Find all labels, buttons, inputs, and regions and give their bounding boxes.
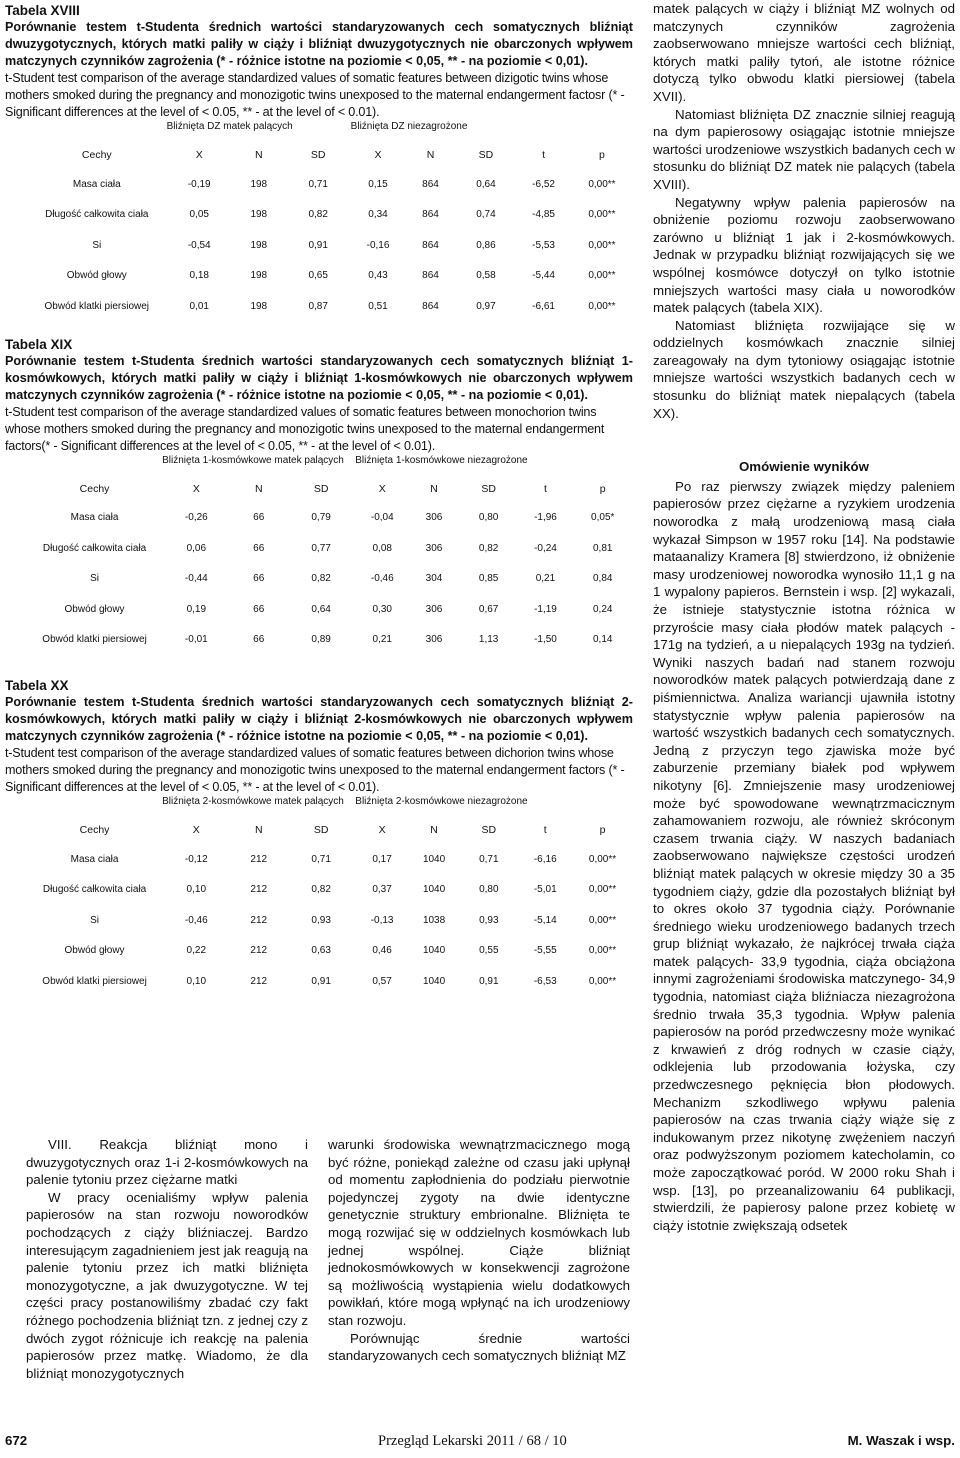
table-20-caption-en: t-Student test comparison of the average standardized values of somatic features between dichorion twins whose mothers smoked during the pregnancy and monozigotic twins unexposed to the maternal endangerment factors (* - Significant differences at the level of < 0.05, ** - at the level of < 0.01). (5, 746, 625, 794)
group-label-unexposed: Bliźnięta 1-kosmówkowe niezagrożone (355, 454, 528, 466)
value-cell: 1040 (422, 945, 446, 957)
value-cell: 0,89 (311, 634, 331, 646)
table-19-block (5, 336, 633, 656)
feature-name-cell: Si (90, 573, 99, 585)
value-cell: 0,82 (478, 542, 499, 554)
value-cell: 66 (253, 634, 265, 646)
value-cell: -0,01 (184, 634, 208, 646)
column-header: t (543, 824, 547, 836)
column-header: SD (313, 824, 329, 836)
column-header: SD (481, 482, 496, 495)
value-cell: 0,00** (588, 209, 616, 221)
value-cell: -1,19 (534, 603, 557, 615)
value-cell: -5,44 (532, 270, 555, 282)
value-cell: -0,24 (534, 542, 557, 554)
value-cell: -0,19 (187, 178, 211, 190)
value-cell: 0,82 (308, 209, 328, 221)
table-row (27, 594, 633, 625)
column-header: SD (313, 482, 329, 495)
value-cell: 0,58 (476, 270, 496, 282)
value-cell: 0,08 (372, 542, 392, 554)
value-cell: 0,85 (478, 573, 499, 585)
value-cell: 0,80 (479, 884, 499, 896)
feature-name-cell: Si (90, 914, 99, 926)
column-header: N (254, 824, 263, 836)
column-header: N (430, 824, 438, 836)
table-row (27, 564, 633, 595)
table-19 (27, 455, 633, 656)
feature-name-cell: Obwód klatki piersiowej (42, 634, 147, 646)
right-paragraph-1: matek palących w ciąży i bliźniąt MZ wolnych od matczynych czynników zagrożenia zaobserwowano mniejsze wartości cech bliźniąt, których matki paliły tytoń, ale istotne różnice dotyczą tylko obwodu klatki piersiowej (tabela XVII). (653, 1, 955, 104)
right-paragraph-2: Natomiast bliźnięta DZ znacznie silniej reagują na dym papierosowy osiągając istotnie mniejsze wartości urodzeniowe wszystkich badanych cech w stosunku do bliźniąt DZ matek nie palących (tabela XVIII). (653, 106, 955, 192)
feature-name-cell: Masa ciała (70, 853, 119, 865)
discussion-paragraph: Po raz pierwszy związek między paleniem papierosów przez ciężarne a ryzykiem urodzenia noworodka z małą urodzeniową masą ciała wykazał Simpson w 1957 roku [14]. Na podstawie mataanalizy Kramera [8] stwierdzono, iż obniżenie masy urodzeniowej noworodka wynosiło 11,1 g na 1 wypalony papieros. Bernstein i wsp. [2] wykazali, że istnieje statystycznie istotna różnica w przyroście masy ciała płodów matek palących - 171g na tydzień, a u niepalących 193g na tydzień. Wyniki naszych badań nad stanem rozwoju noworodków matek palących potwierdzają dane z piśmiennictwa. Analiza wariancji ujawniła istotny statystycznie wpływ palenia papierosów na wartość wszystkich badanych cech somatycznych. Jedną z przyczyn tego zjawiska może być zaburzenie przemiany białek pod wpływem nikotyny [6]. Zmniejszenie masy urodzeniowej może być spowodowane wewnątrzmacicznym zahamowaniem rozwoju, ale również skróconym czasem trwania ciąży. W naszych badaniach zaobserwowano największe częstości urodzeń bliźniąt matek palących w okresie między 30 a 35 tygodniem ciąży, gdzie dla pozostałych bliźniąt był to okres około 37 tygodnia ciąży. Porównanie średniego wieku urodzeniowego badanych trzech grup bliźniąt wykazało, że najkrócej trwała ciąża matek palących- 33,9 tygodnia, ciąża obciążona innymi zagrożeniami środowiska matczynego- 34,9 tygodnia, natomiast ciąża bliźniacza niezagrożona średnio trwała 35,3 tygodnia. Wpływ palenia papierosów na poród przedwczesny może wynikać z krwawień z dróg rodnych w czasie ciąży, odklejenia lub przodowania łożyska, czy przedwczesnego pęknięcia błon płodowych. Mechanizm szkodliwego wpływu palenia papierosów na czas trwania ciąży wiąże się z indukowanym przez nikotynę zwężeniem naczyń oraz podwyższonym poziomem katecholamin, co może zapoczątkować poród. W 2000 roku Shah i wsp. [13], po przeanalizowaniu 64 publikacji, stwierdzili, że papierosy palone przez kobietę w ciąży istotnie zwiększają odsetek (653, 478, 955, 1233)
value-cell: 0,21 (372, 634, 392, 646)
table-19-caption-en: t-Student test comparison of the average standardized values of somatic features between monochorion twins whose mothers smoked during the pregnancy and monozigotic twins unexposed to the maternal endangerment factors(* - Significant differences at the level of < 0.05, ** - at the level of < 0.01). (5, 404, 605, 453)
value-cell: 0,81 (592, 542, 613, 554)
column-header: X (192, 482, 200, 495)
column-header: N (254, 149, 263, 161)
value-cell: 304 (425, 573, 443, 585)
table-20-title: Tabela XX (5, 678, 69, 693)
body-left-paragraph: W pracy ocenialiśmy wpływ palenia papierosów na stan rozwoju noworodków pochodzących z ciąży bliźniaczej. Bardzo interesującym zagadnieniem jest jak reagują na palenie tytoniu przez ich matki bliźnięta monozygotyczne, a jak dwuzygotyczne. W tej części pracy postanowiliśmy zbadać czy fakt różnego pochodzenia bliźniąt tzn. z jednej czy z dwóch zygot różnicuje ich reakcję na palenia papierosów przez matkę. Wiadomo, że dla bliźniąt monozygotycznych (26, 1189, 308, 1381)
table-row (27, 844, 633, 875)
value-cell: -0,13 (370, 914, 394, 926)
column-header: X (378, 824, 386, 836)
value-cell: 864 (422, 300, 439, 312)
body-middle-column (328, 1136, 630, 1365)
value-cell: -0,26 (184, 512, 208, 524)
value-cell: 0,14 (592, 634, 613, 646)
body-left-column (26, 1136, 308, 1382)
value-cell: 66 (253, 573, 265, 585)
value-cell: 0,17 (372, 853, 392, 865)
value-cell: 0,82 (311, 573, 331, 585)
feature-name-cell: Długość całkowita ciała (45, 209, 149, 221)
table-row (27, 936, 633, 967)
value-cell: -0,46 (370, 573, 394, 585)
table-row (27, 261, 633, 292)
value-cell: 0,24 (592, 603, 613, 615)
table-20-caption-pl: Porównanie testem t-Studenta średnich wartości standaryzowanych cech somatycznych bliźniąt 2-kosmówkowych, których matki paliły w ciąży i bliźniąt 2-kosmówkowych nie obarczonych wpływem matczynych czynników zagrożenia (* - różnice istotne na poziomie < 0,05, ** - na poziomie < 0,01). (5, 695, 633, 743)
value-cell: 66 (253, 603, 265, 615)
table-20 (27, 796, 633, 997)
column-header: p (599, 149, 605, 161)
value-cell: 0,00** (588, 914, 617, 926)
value-cell: 0,97 (476, 300, 496, 312)
feature-name-cell: Obwód głowy (66, 270, 127, 282)
value-cell: -0,44 (184, 573, 208, 585)
table-20-block (5, 677, 633, 997)
value-cell: 0,21 (535, 573, 556, 585)
value-cell: 1040 (422, 853, 446, 865)
value-cell: 0,86 (476, 239, 496, 251)
value-cell: 0,51 (368, 300, 388, 312)
feature-name-cell: Si (92, 239, 102, 251)
column-header: X (195, 149, 203, 161)
value-cell: -0,16 (366, 239, 390, 251)
table-18-title: Tabela XVIII (5, 3, 80, 18)
column-header: Cechy (81, 149, 112, 161)
table-row (27, 169, 633, 200)
group-label-unexposed: Bliźnięta 2-kosmówkowe niezagrożone (355, 796, 528, 807)
value-cell: 0,93 (479, 914, 499, 926)
value-cell: 0,10 (186, 884, 207, 896)
value-cell: 0,00** (588, 270, 616, 282)
value-cell: -6,61 (532, 300, 555, 312)
page-number: 672 (5, 1433, 28, 1448)
value-cell: 864 (422, 270, 439, 282)
value-cell: 0,10 (186, 975, 207, 987)
value-cell: 0,91 (311, 975, 331, 987)
group-header-row (27, 796, 633, 816)
value-cell: 0,82 (311, 884, 331, 896)
feature-name-cell: Obwód głowy (64, 945, 125, 957)
value-cell: 0,67 (478, 603, 499, 615)
value-cell: 0,01 (189, 300, 209, 312)
value-cell: 0,79 (311, 512, 331, 524)
value-cell: -1,96 (534, 512, 557, 524)
value-cell: 306 (425, 542, 443, 554)
column-header: Cechy (79, 482, 110, 495)
group-label-unexposed: Bliźnięta DZ niezagrożone (350, 121, 468, 132)
value-cell: 0,00** (588, 300, 616, 312)
table-row (27, 291, 633, 322)
value-cell: 1040 (422, 884, 446, 896)
table-row (27, 905, 633, 936)
value-cell: 0,64 (311, 603, 331, 615)
value-cell: 0,22 (186, 945, 207, 957)
value-cell: -5,01 (533, 884, 557, 896)
table-row (27, 533, 633, 564)
value-cell: -1,50 (534, 634, 557, 646)
discussion-heading: Omówienie wyników (738, 459, 870, 475)
group-label-smoking: Bliźnięta 1-kosmówkowe matek palących (162, 454, 344, 466)
body-middle-paragraph-1: warunki środowiska wewnątrzmacicznego mogą być różne, poniekąd zależne od czasu jaki upłynął od momentu zapłodnienia do podziału pierwotnie pojedynczej zygoty na dwie identyczne genetycznie struktury embrionalne. Bliźnięta te mogą rozwijać się w oddzielnych kosmówkach lub jednej wspólnej. Ciąże bliźniąt jednokosmówkowych w konsekwencji zagrożone są możliwością wystąpienia wielu dodatkowych powikłań, które mogą wpłynąć na ich urodzeniowy stan rozwoju. (328, 1137, 630, 1328)
feature-name-cell: Obwód klatki piersiowej (42, 975, 147, 987)
value-cell: 198 (250, 239, 268, 251)
value-cell: -5,14 (533, 914, 557, 926)
value-cell: 0,43 (368, 270, 388, 282)
table-row (27, 625, 633, 656)
value-cell: 1,13 (478, 634, 499, 646)
value-cell: 0,18 (189, 270, 209, 282)
value-cell: -0,46 (184, 914, 208, 926)
value-cell: 306 (425, 512, 443, 524)
value-cell: 1038 (422, 914, 446, 926)
value-cell: 0,19 (186, 603, 207, 615)
value-cell: 0,30 (372, 603, 392, 615)
value-cell: 0,64 (476, 178, 496, 190)
column-header: t (544, 482, 547, 495)
value-cell: 0,63 (311, 945, 331, 957)
value-cell: 0,34 (368, 209, 388, 221)
value-cell: 0,05* (591, 512, 615, 524)
value-cell: -0,04 (370, 512, 394, 524)
value-cell: 198 (250, 300, 268, 312)
value-cell: 0,00** (588, 884, 617, 896)
value-cell: 0,84 (592, 573, 613, 585)
value-cell: 0,00** (588, 239, 616, 251)
footer-authors: M. Waszak i wsp. (847, 1433, 955, 1448)
column-header: N (426, 149, 435, 161)
body-middle-paragraph-2: Porównując średnie wartości standaryzowanych cech somatycznych bliźniąt MZ (328, 1330, 630, 1364)
value-cell: 0,00** (588, 178, 616, 190)
table-row (27, 875, 633, 906)
value-cell: 0,74 (476, 209, 496, 221)
value-cell: 0,05 (189, 209, 209, 221)
value-cell: 66 (253, 512, 265, 524)
value-cell: 0,91 (479, 975, 499, 987)
right-paragraph-4: Natomiast bliźnięta rozwijające się w oddzielnych kosmówkach znacznie silniej zareagowały na dym tytoniowy osiągając istotnie mniejsze wartości wszystkich badanych cech w stosunku do bliźniąt matek niepalących (tabela XX). (653, 317, 955, 421)
group-label-smoking: Bliźnięta DZ matek palących (166, 121, 293, 132)
value-cell: 0,46 (372, 945, 392, 957)
table-row (27, 503, 633, 534)
table-19-title: Tabela XIX (5, 336, 73, 352)
value-cell: -4,85 (532, 209, 555, 221)
value-cell: 306 (425, 603, 443, 615)
body-right-column (653, 0, 955, 1234)
feature-name-cell: Obwód głowy (64, 603, 125, 615)
value-cell: 66 (253, 542, 265, 554)
value-cell: 0,37 (372, 884, 392, 896)
column-header: SD (481, 824, 497, 836)
value-cell: -0,12 (184, 853, 208, 865)
value-cell: -6,16 (533, 853, 557, 865)
table-18-caption-en: t-Student test comparison of the average standardized values of somatic features between dizigotic twins whose mothers smoked during the pregnancy and monozigotic twins unexposed to the maternal endangerment factosr (* - Significant differences at the level of < 0.05, ** - at the level of < 0.01). (5, 71, 625, 119)
value-cell: 864 (422, 209, 439, 221)
table-header-row (27, 141, 633, 169)
value-cell: 0,57 (372, 975, 392, 987)
journal-info: Przegląd Lekarski 2011 / 68 / 10 (378, 1433, 567, 1449)
value-cell: 0,77 (311, 542, 331, 554)
value-cell: 0,15 (368, 178, 388, 190)
value-cell: 0,87 (308, 300, 328, 312)
feature-name-cell: Masa ciała (72, 178, 121, 190)
value-cell: 864 (422, 239, 439, 251)
group-header-row (27, 455, 633, 475)
value-cell: 306 (425, 634, 443, 646)
column-header: N (430, 482, 438, 495)
section-8-heading: VIII. Reakcja bliźniąt mono i dwuzygotycznych oraz 1-i 2-kosmówkowych na palenie tytoniu przez ciężarne matki (26, 1137, 308, 1188)
column-header: t (542, 149, 546, 161)
value-cell: 0,00** (588, 853, 617, 865)
table-19-caption-pl: Porównanie testem t-Studenta średnich wartości standaryzowanych cech somatycznych bliźniąt 1-kosmówkowych, których matki paliły w ciąży i bliźniąt 1-kosmówkowych nie obarczonych wpływem matczynych czynników zagrożenia (* - różnice istotne na poziomie < 0,05, ** - na poziomie < 0,01). (5, 353, 633, 402)
column-header: X (192, 824, 200, 836)
feature-name-cell: Długość całkowita ciała (42, 542, 147, 554)
value-cell: 0,06 (186, 542, 207, 554)
value-cell: 198 (250, 178, 268, 190)
value-cell: 0,65 (308, 270, 328, 282)
table-row (27, 966, 633, 997)
value-cell: 0,00** (588, 975, 617, 987)
tables-column (5, 2, 633, 997)
value-cell: -0,54 (187, 239, 211, 251)
value-cell: 212 (250, 853, 268, 865)
column-header: Cechy (79, 824, 110, 836)
value-cell: 0,80 (478, 512, 499, 524)
column-header: SD (310, 149, 326, 161)
table-18 (27, 121, 633, 322)
feature-name-cell: Masa ciała (70, 512, 119, 524)
value-cell: 198 (250, 209, 268, 221)
value-cell: 0,71 (308, 178, 328, 190)
table-header-row (27, 475, 633, 503)
table-row (27, 200, 633, 231)
table-header-row (27, 816, 633, 844)
group-label-smoking: Bliźnięta 2-kosmówkowe matek palących (162, 796, 344, 807)
value-cell: -6,52 (532, 178, 555, 190)
group-header-row (27, 121, 633, 141)
column-header: SD (478, 149, 494, 161)
value-cell: 212 (250, 975, 268, 987)
value-cell: 0,71 (311, 853, 331, 865)
column-header: X (378, 482, 386, 495)
value-cell: -5,55 (533, 945, 557, 957)
value-cell: 212 (250, 914, 268, 926)
column-header: p (599, 824, 606, 836)
table-18-block (5, 2, 633, 322)
value-cell: 0,93 (311, 914, 331, 926)
value-cell: 0,71 (479, 853, 499, 865)
value-cell: 198 (250, 270, 268, 282)
feature-name-cell: Obwód klatki piersiowej (44, 300, 150, 312)
table-row (27, 230, 633, 261)
feature-name-cell: Długość całkowita ciała (42, 884, 147, 896)
value-cell: 212 (250, 945, 268, 957)
value-cell: 0,55 (479, 945, 499, 957)
value-cell: 864 (422, 178, 439, 190)
value-cell: 0,00** (588, 945, 617, 957)
column-header: p (599, 482, 606, 495)
right-paragraph-3: Negatywny wpływ palenia papierosów na obniżenie poziomu rozwoju zaobserwowano zarówno u bliźniąt 1 jak i 2-kosmówkowych. Jednak w przypadku bliźniąt rozwijających się we wspólnej kosmówce dotyczył on tylko istotnie mniejszych wartości masy ciała u noworodków matek palących (tabela XIX). (653, 194, 955, 316)
column-header: N (254, 482, 263, 495)
value-cell: -5,53 (532, 239, 555, 251)
value-cell: 212 (250, 884, 268, 896)
column-header: X (374, 149, 382, 161)
value-cell: 0,91 (308, 239, 328, 251)
value-cell: 1040 (422, 975, 446, 987)
value-cell: -6,53 (533, 975, 557, 987)
table-18-caption-pl: Porównanie testem t-Studenta średnich wartości standaryzowanych cech somatycznych bliźniąt dwuzygotycznych, których matki paliły w ciąży i bliźniąt dwuzygotycznych nie obarczonych wpływem matczynych czynników zagrożenia (* - różnice istotne na poziomie < 0,05, ** - na poziomie < 0,01). (5, 20, 633, 68)
